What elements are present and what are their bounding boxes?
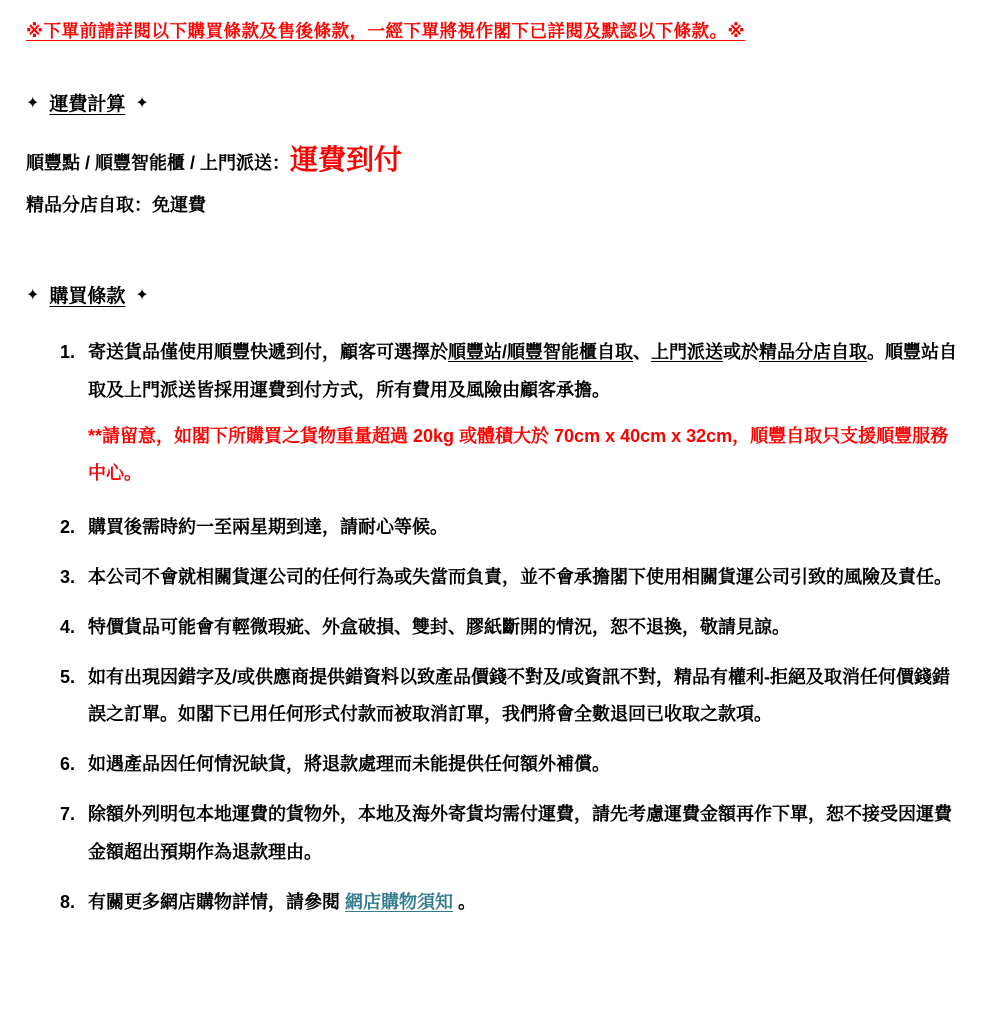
text-segment: 。	[453, 891, 477, 912]
text-segment: 順豐站/順豐智能櫃自取	[448, 342, 633, 362]
text-segment: 購買後需時約一至兩星期到達，請耐心等候。	[88, 517, 448, 538]
pre-order-notice: ※下單前請詳閱以下購買條款及售後條款，一經下單將視作閣下已詳閱及默認以下條款。※	[26, 21, 746, 41]
term-body	[88, 746, 965, 784]
text-segment: 如遇產品因任何情況缺貨，將退款處理而未能提供任何額外補償。	[88, 754, 610, 775]
text-segment: 、	[633, 342, 651, 362]
text-segment: **請留意，如閣下所購買之貨物重量超過 20kg 或體積大於 70cm x 40cm x 32cm，順豐自取只支援順豐服務中心。	[88, 425, 949, 484]
star-icon: ✦	[135, 94, 149, 112]
term-text	[88, 659, 965, 735]
terms-list	[26, 334, 965, 921]
term-body	[88, 334, 965, 497]
term-number: 2.	[60, 517, 76, 538]
term-item	[60, 659, 965, 735]
term-item	[60, 796, 965, 872]
term-number: 4.	[60, 616, 76, 637]
text-segment: 特價貨品可能會有輕微瑕疵、外盒破損、雙封、膠紙斷開的情況，恕不退換，敬請見諒。	[88, 616, 790, 637]
term-text	[88, 746, 965, 784]
text-segment: 如有出現因錯字及/或供應商提供錯資料以致產品價錢不對及/或資訊不對，精品有權利-拒絕及取消任何價錢錯誤之訂單。如閣下已用任何形式付款而被取消訂單，我們將會全數退回已收取之款項。	[88, 666, 950, 725]
term-item	[60, 509, 965, 547]
terms-heading-text: 購買條款	[49, 286, 126, 307]
term-text	[88, 609, 965, 647]
term-item	[60, 884, 965, 922]
text-segment: 寄送貨品僅使用順豐快遞到付，顧客可選擇於	[88, 342, 448, 362]
text-segment: 上門派送	[651, 342, 723, 362]
term-number: 6.	[60, 754, 76, 775]
term-item	[60, 609, 965, 647]
shop-guide-link[interactable]: 網店購物須知	[345, 891, 453, 912]
term-number: 8.	[60, 891, 76, 912]
shipping-methods-line	[26, 146, 965, 175]
term-number: 5.	[60, 666, 76, 687]
term-body	[88, 659, 965, 735]
text-segment: 或於	[723, 342, 759, 362]
text-segment: 有關更多網店購物詳情，請參閱	[88, 891, 345, 912]
store-pickup-line: 精品分店自取：免運費	[26, 195, 206, 215]
term-body	[88, 884, 965, 922]
term-text	[88, 796, 965, 872]
term-text	[88, 884, 965, 922]
shipping-weight-warning	[88, 418, 965, 494]
term-number: 3.	[60, 566, 76, 587]
star-icon: ✦	[26, 94, 40, 112]
freight-collect-value: 運費到付	[290, 144, 403, 175]
term-body	[88, 509, 965, 547]
shipping-section-heading	[26, 89, 965, 116]
term-text	[88, 559, 965, 597]
star-icon: ✦	[135, 286, 149, 304]
term-item	[60, 559, 965, 597]
term-body	[88, 609, 965, 647]
term-text	[88, 509, 965, 547]
star-icon: ✦	[26, 286, 40, 304]
shipping-methods-label: 順豐點 / 順豐智能櫃 / 上門派送：	[26, 153, 291, 173]
term-text	[88, 334, 965, 410]
purchase-terms-heading	[26, 281, 965, 308]
term-item	[60, 334, 965, 497]
term-number: 7.	[60, 803, 76, 824]
text-segment: 精品分店自取	[759, 342, 867, 362]
text-segment: 除額外列明包本地運費的貨物外，本地及海外寄貨均需付運費，請先考慮運費金額再作下單，恕不接受因運費金額超出預期作為退款理由。	[88, 803, 952, 862]
term-body	[88, 559, 965, 597]
term-number: 1.	[60, 342, 76, 362]
shipping-heading-text: 運費計算	[49, 94, 126, 115]
term-body	[88, 796, 965, 872]
text-segment: 。順豐站自取及上門派送皆採用運費到付方式，所有費用及風險由顧客承擔。	[88, 342, 957, 400]
term-item	[60, 746, 965, 784]
text-segment: 本公司不會就相關貨運公司的任何行為或失當而負責，並不會承擔閣下使用相關貨運公司引致的風險及責任。	[88, 566, 952, 587]
